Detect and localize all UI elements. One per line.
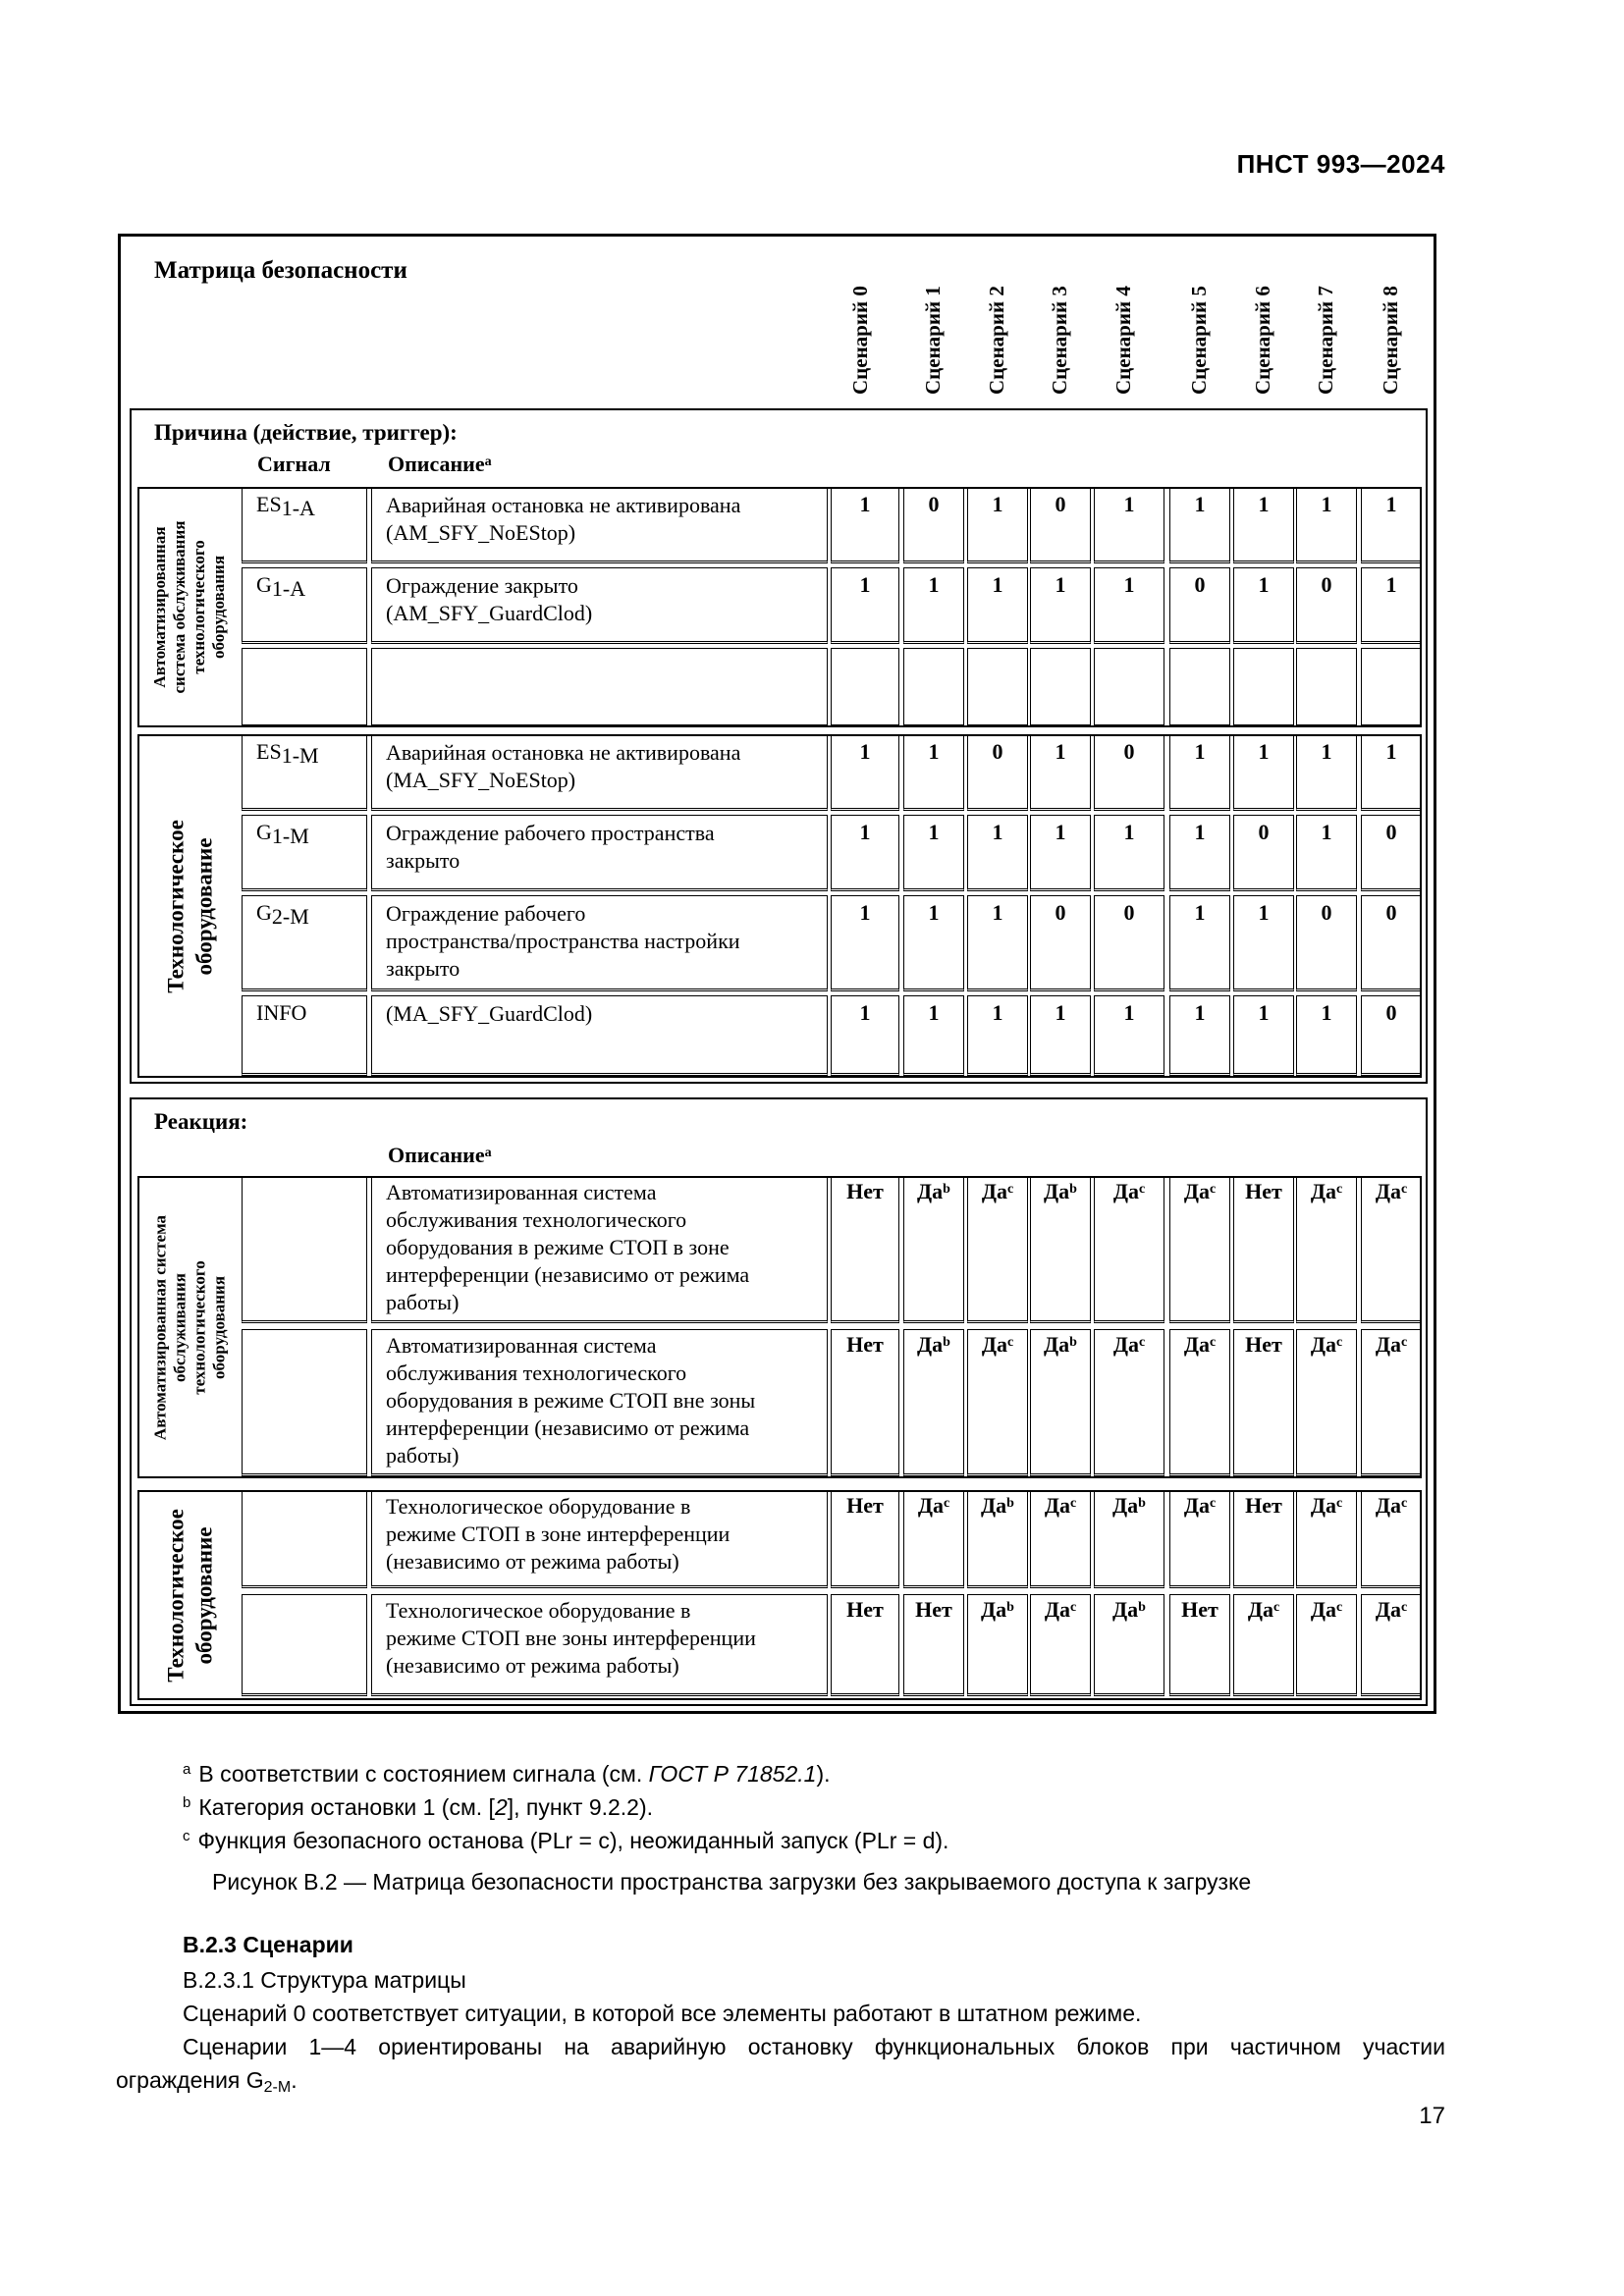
matrix-value-cell: 1 bbox=[1030, 734, 1091, 811]
group-label-line: обслуживания bbox=[169, 1272, 189, 1382]
reaction-value: Да bbox=[1112, 1179, 1139, 1203]
description-line: (MA_SFY_NoEStop) bbox=[386, 768, 576, 792]
reaction-value-cell bbox=[1296, 1176, 1357, 1323]
group-label-line: оборудование bbox=[190, 1526, 216, 1664]
reaction-value: Да bbox=[1183, 1493, 1210, 1518]
matrix-value-cell: 1 bbox=[831, 487, 899, 563]
scenario-header: Сценарий 2 bbox=[985, 286, 1008, 395]
reaction-value-cell bbox=[1361, 1329, 1422, 1476]
matrix-value-cell: 1 bbox=[903, 567, 964, 644]
signal-name: ES bbox=[256, 739, 282, 764]
reaction-value-cell bbox=[1169, 1329, 1230, 1476]
reaction-value-cell bbox=[1169, 1490, 1230, 1588]
matrix-value-cell: 1 bbox=[1169, 487, 1230, 563]
cause-group-label bbox=[137, 734, 241, 1078]
reaction-value-cell bbox=[1361, 1594, 1422, 1696]
paragraph-scenario-0: Сценарий 0 соответствует ситуации, в которой все элементы работают в штатном режиме. bbox=[183, 2001, 1142, 2026]
signal-column-header: Сигнал bbox=[257, 452, 331, 476]
matrix-value-cell: 1 bbox=[831, 895, 899, 991]
matrix-value-cell bbox=[1169, 648, 1230, 727]
description-cell bbox=[371, 895, 828, 991]
group-label-line: оборудование bbox=[190, 837, 216, 975]
matrix-value-cell: 1 bbox=[831, 815, 899, 891]
matrix-value-cell: 1 bbox=[1094, 995, 1164, 1076]
reaction-value-cell bbox=[1296, 1594, 1357, 1696]
matrix-value-cell: 1 bbox=[1094, 487, 1164, 563]
reaction-value: Да bbox=[917, 1493, 944, 1518]
footnote-marker: c bbox=[1335, 1496, 1343, 1511]
footnote-marker: b bbox=[1006, 1600, 1014, 1615]
reaction-value: Да bbox=[1044, 1332, 1070, 1357]
reaction-description-cell bbox=[371, 1490, 828, 1588]
reaction-value-cell bbox=[1094, 1594, 1164, 1696]
matrix-value-cell: 1 bbox=[1233, 567, 1294, 644]
reaction-value: Да bbox=[1183, 1179, 1210, 1203]
description-line: интерференции (независимо от режима bbox=[386, 1262, 750, 1287]
description-line: работы) bbox=[386, 1443, 460, 1468]
reaction-value-cell bbox=[1094, 1176, 1164, 1323]
matrix-value-cell: 1 bbox=[1169, 895, 1230, 991]
footnote-text: Категория остановки 1 (см. [ bbox=[198, 1794, 495, 1820]
paragraph-scenarios-1-4-line2: ограждения $G_{2-M}$. bbox=[116, 2067, 298, 2096]
signal-subscript: 2-M bbox=[271, 904, 309, 930]
description-line: закрыто bbox=[386, 848, 460, 873]
reaction-value-cell bbox=[1169, 1176, 1230, 1323]
matrix-value-cell: 1 bbox=[1296, 734, 1357, 811]
footnote-marker: c bbox=[1335, 1600, 1343, 1615]
group-label-line: оборудования bbox=[208, 1275, 228, 1379]
footnote-marker: c bbox=[1209, 1335, 1217, 1350]
reaction-value: Да bbox=[1112, 1597, 1139, 1622]
document-code: ПНСТ 993—2024 bbox=[1236, 149, 1445, 179]
description-line: Ограждение рабочего пространства bbox=[386, 821, 715, 845]
matrix-value-cell: 1 bbox=[1094, 567, 1164, 644]
footnote-marker: c bbox=[1209, 1496, 1217, 1511]
group-label-line: технологического bbox=[189, 1259, 208, 1395]
group-label-line: оборудования bbox=[208, 555, 228, 660]
reaction-value: Нет bbox=[846, 1332, 884, 1357]
reaction-value: Нет bbox=[915, 1597, 952, 1622]
matrix-value-cell bbox=[1296, 648, 1357, 727]
description-column-header: Описание$^a$ bbox=[388, 452, 492, 476]
matrix-value-cell: 1 bbox=[1233, 895, 1294, 991]
matrix-value-cell: 1 bbox=[967, 567, 1028, 644]
reaction-value: Да bbox=[1044, 1179, 1070, 1203]
reaction-value: Да bbox=[917, 1179, 944, 1203]
reaction-description-cell bbox=[371, 1176, 828, 1323]
description-cell bbox=[371, 995, 828, 1076]
matrix-value-cell: 0 bbox=[1233, 815, 1294, 891]
group-label-line: Технологическое bbox=[162, 1508, 188, 1682]
reaction-value-cell bbox=[903, 1594, 964, 1696]
matrix-value-cell: 1 bbox=[903, 895, 964, 991]
scenario-header: Сценарий 1 bbox=[921, 286, 945, 395]
reaction-value: Нет bbox=[846, 1493, 884, 1518]
matrix-value-cell bbox=[1030, 648, 1091, 727]
section-heading: В.2.3 Сценарии bbox=[183, 1932, 353, 1957]
reaction-value-cell bbox=[1361, 1176, 1422, 1323]
matrix-value-cell: 0 bbox=[1030, 487, 1091, 563]
description-line: режиме СТОП в зоне интерференции bbox=[386, 1522, 731, 1546]
signal-name: ES bbox=[256, 492, 282, 516]
page-number: 17 bbox=[1419, 2103, 1445, 2129]
matrix-value-cell: 0 bbox=[903, 487, 964, 563]
matrix-value-cell bbox=[903, 648, 964, 727]
footnote-marker: b bbox=[1138, 1496, 1146, 1511]
scenario-header: Сценарий 3 bbox=[1048, 286, 1071, 395]
group-label-line: Технологическое bbox=[162, 819, 188, 993]
reaction-value: Да bbox=[1375, 1179, 1401, 1203]
matrix-value-cell: 0 bbox=[1361, 995, 1422, 1076]
matrix-value-cell bbox=[1361, 648, 1422, 727]
signal-cell bbox=[242, 895, 367, 991]
description-cell bbox=[371, 815, 828, 891]
reaction-group-label bbox=[137, 1176, 241, 1478]
matrix-value-cell: 0 bbox=[1361, 895, 1422, 991]
reaction-value: Да bbox=[1375, 1493, 1401, 1518]
footnote-marker: b bbox=[1138, 1600, 1146, 1615]
matrix-value-cell: 1 bbox=[967, 487, 1028, 563]
reaction-value-cell bbox=[903, 1176, 964, 1323]
signal-subscript: 1-A bbox=[271, 576, 306, 602]
reaction-value-cell bbox=[1233, 1329, 1294, 1476]
group-label-line: технологического bbox=[189, 540, 208, 674]
matrix-value-cell: 1 bbox=[831, 995, 899, 1076]
reaction-value-cell bbox=[1030, 1176, 1091, 1323]
reaction-value-cell bbox=[903, 1329, 964, 1476]
reaction-value-cell bbox=[1361, 1490, 1422, 1588]
reaction-value-cell bbox=[831, 1329, 899, 1476]
matrix-value-cell: 1 bbox=[1169, 734, 1230, 811]
matrix-value-cell: 0 bbox=[1169, 567, 1230, 644]
reaction-value: Да bbox=[981, 1179, 1007, 1203]
footnote-marker: c bbox=[1400, 1335, 1408, 1350]
signal-name: G bbox=[256, 900, 272, 925]
footnote-marker: c bbox=[1006, 1182, 1014, 1197]
signal-name: G bbox=[256, 572, 272, 597]
reaction-value: Да bbox=[1375, 1332, 1401, 1357]
matrix-value-cell: 1 bbox=[1296, 815, 1357, 891]
signal-cell bbox=[242, 815, 367, 891]
matrix-value-cell: 1 bbox=[967, 895, 1028, 991]
footnote-marker: c bbox=[943, 1496, 950, 1511]
footnote-text-end: ). bbox=[816, 1761, 831, 1787]
reaction-value: Да bbox=[917, 1332, 944, 1357]
description-line: интерференции (независимо от режима bbox=[386, 1415, 750, 1440]
matrix-title: Матрица безопасности bbox=[154, 257, 407, 284]
matrix-value-cell bbox=[831, 648, 899, 727]
description-line: закрыто bbox=[386, 956, 460, 981]
matrix-value-cell: 1 bbox=[903, 815, 964, 891]
group-label-line: система обслуживания bbox=[169, 520, 189, 694]
footnote-text: Функция безопасного останова (PLr = c), неожиданный запуск (PLr = d). bbox=[197, 1828, 949, 1853]
footnote-marker: c bbox=[1335, 1182, 1343, 1197]
matrix-value-cell: 0 bbox=[1361, 815, 1422, 891]
matrix-value-cell: 1 bbox=[1094, 815, 1164, 891]
reaction-value: Да bbox=[1112, 1493, 1139, 1518]
footnote-marker: c bbox=[1069, 1600, 1077, 1615]
reaction-value-cell bbox=[1169, 1594, 1230, 1696]
matrix-value-cell: 1 bbox=[1030, 567, 1091, 644]
description-line: Автоматизированная система bbox=[386, 1333, 657, 1358]
matrix-value-cell bbox=[1094, 648, 1164, 727]
scenario-header: Сценарий 7 bbox=[1314, 286, 1337, 395]
footnote-marker: c bbox=[1400, 1496, 1408, 1511]
matrix-value-cell: 1 bbox=[1030, 995, 1091, 1076]
subsection-heading: В.2.3.1 Структура матрицы bbox=[183, 1967, 466, 1993]
footnote-marker: c bbox=[1272, 1600, 1280, 1615]
footnote-mark: a bbox=[183, 1761, 191, 1778]
description-cell bbox=[371, 648, 828, 727]
matrix-value-cell: 1 bbox=[903, 734, 964, 811]
matrix-value-cell: 0 bbox=[1094, 734, 1164, 811]
reaction-value-cell bbox=[1296, 1490, 1357, 1588]
description-cell bbox=[371, 487, 828, 563]
reaction-group-label bbox=[137, 1490, 241, 1700]
reaction-value: Да bbox=[981, 1332, 1007, 1357]
scenario-header: Сценарий 4 bbox=[1111, 286, 1135, 395]
reaction-value-cell bbox=[1233, 1490, 1294, 1588]
matrix-value-cell: 0 bbox=[1296, 567, 1357, 644]
figure-caption: Рисунок В.2 — Матрица безопасности пространства загрузки без закрываемого доступа к загрузке bbox=[212, 1869, 1252, 1895]
footnote-marker: b bbox=[943, 1182, 950, 1197]
reaction-value-cell bbox=[831, 1490, 899, 1588]
description-line: Технологическое оборудование в bbox=[386, 1494, 691, 1519]
description-line: Ограждение рабочего bbox=[386, 901, 586, 926]
signal-subscript: 1-M bbox=[281, 743, 319, 769]
reaction-title: Реакция: bbox=[154, 1109, 248, 1134]
empty-signal-cell bbox=[242, 1176, 367, 1323]
signal-subscript: 1-M bbox=[271, 824, 309, 849]
matrix-value-cell: 1 bbox=[1233, 995, 1294, 1076]
signal-cell bbox=[242, 734, 367, 811]
signal-subscript: 1-A bbox=[281, 496, 315, 521]
signal-name: G bbox=[256, 820, 272, 844]
footnote-mark: b bbox=[183, 1794, 191, 1811]
empty-signal-cell bbox=[242, 1329, 367, 1476]
description-line: обслуживания технологического bbox=[386, 1207, 687, 1232]
description-line: (MA_SFY_GuardClod) bbox=[386, 1001, 593, 1026]
matrix-value-cell: 0 bbox=[1030, 895, 1091, 991]
reaction-value: Да bbox=[1310, 1493, 1336, 1518]
reaction-value: Нет bbox=[1181, 1597, 1218, 1622]
scenario-header: Сценарий 5 bbox=[1187, 286, 1211, 395]
reaction-value: Да bbox=[981, 1493, 1007, 1518]
reaction-value-cell bbox=[1233, 1594, 1294, 1696]
footnote-text-end: ], пункт 9.2.2). bbox=[507, 1794, 654, 1820]
cause-group-label bbox=[137, 487, 241, 727]
reaction-value: Нет bbox=[846, 1597, 884, 1622]
matrix-value-cell: 0 bbox=[1296, 895, 1357, 991]
description-line: оборудования в режиме СТОП вне зоны bbox=[386, 1388, 756, 1413]
footnote-marker: c bbox=[1335, 1335, 1343, 1350]
reaction-value-cell bbox=[1030, 1329, 1091, 1476]
description-line: оборудования в режиме СТОП в зоне bbox=[386, 1235, 730, 1259]
reaction-value: Да bbox=[1044, 1493, 1070, 1518]
reaction-value-cell bbox=[1296, 1329, 1357, 1476]
reaction-value-cell bbox=[831, 1176, 899, 1323]
matrix-value-cell: 1 bbox=[1169, 995, 1230, 1076]
footnote-marker: c bbox=[1209, 1182, 1217, 1197]
reaction-value-cell bbox=[967, 1176, 1028, 1323]
footnote-text: В соответствии с состоянием сигнала (см. bbox=[198, 1761, 649, 1787]
footnote-marker: b bbox=[1006, 1496, 1014, 1511]
footnote-marker: c bbox=[1138, 1335, 1146, 1350]
description-line: пространства/пространства настройки bbox=[386, 929, 740, 953]
reaction-value-cell bbox=[1030, 1594, 1091, 1696]
group-label-line: Автоматизированная bbox=[149, 526, 169, 688]
empty-signal-cell bbox=[242, 1490, 367, 1588]
matrix-value-cell: 1 bbox=[1361, 487, 1422, 563]
description-line: (независимо от режима работы) bbox=[386, 1653, 679, 1678]
reaction-value: Да bbox=[1310, 1332, 1336, 1357]
reaction-value: Да bbox=[981, 1597, 1007, 1622]
reaction-value: Да bbox=[1183, 1332, 1210, 1357]
signal-name: INFO bbox=[256, 1000, 307, 1025]
footnote-reference: ГОСТ Р 71852.1 bbox=[648, 1761, 817, 1787]
reaction-value-cell bbox=[831, 1594, 899, 1696]
reaction-value-cell bbox=[1030, 1490, 1091, 1588]
reaction-value: Нет bbox=[1245, 1332, 1282, 1357]
reaction-value: Да bbox=[1310, 1179, 1336, 1203]
footnote-marker: b bbox=[1069, 1335, 1077, 1350]
matrix-value-cell: 1 bbox=[1361, 567, 1422, 644]
signal-cell bbox=[242, 648, 367, 727]
reaction-value: Да bbox=[1112, 1332, 1139, 1357]
footnote-reference: 2 bbox=[494, 1794, 508, 1820]
matrix-value-cell: 1 bbox=[1296, 995, 1357, 1076]
cause-title: Причина (действие, триггер): bbox=[154, 420, 458, 445]
matrix-value-cell: 0 bbox=[967, 734, 1028, 811]
scenario-header: Сценарий 8 bbox=[1379, 286, 1402, 395]
matrix-value-cell: 1 bbox=[831, 734, 899, 811]
reaction-value: Да bbox=[1044, 1597, 1070, 1622]
reaction-description-header: Описание$^a$ bbox=[388, 1143, 492, 1167]
reaction-value: Да bbox=[1375, 1597, 1401, 1622]
footnote bbox=[183, 1761, 831, 1788]
footnote-mark: c bbox=[183, 1828, 190, 1844]
description-line: (AM_SFY_NoEStop) bbox=[386, 520, 576, 545]
reaction-value-cell bbox=[1094, 1329, 1164, 1476]
description-line: (независимо от режима работы) bbox=[386, 1549, 679, 1574]
matrix-value-cell: 1 bbox=[967, 995, 1028, 1076]
description-line: (AM_SFY_GuardClod) bbox=[386, 601, 593, 625]
matrix-value-cell: 1 bbox=[967, 815, 1028, 891]
reaction-value: Нет bbox=[846, 1179, 884, 1203]
description-line: Ограждение закрыто bbox=[386, 573, 578, 598]
signal-cell bbox=[242, 487, 367, 563]
reaction-description-cell bbox=[371, 1594, 828, 1696]
footnote bbox=[183, 1828, 948, 1854]
description-line: Технологическое оборудование в bbox=[386, 1598, 691, 1623]
signal-cell bbox=[242, 567, 367, 644]
matrix-value-cell: 1 bbox=[1361, 734, 1422, 811]
matrix-value-cell: 0 bbox=[1094, 895, 1164, 991]
matrix-value-cell: 1 bbox=[831, 567, 899, 644]
footnote-marker: b bbox=[943, 1335, 950, 1350]
reaction-value: Нет bbox=[1245, 1493, 1282, 1518]
footnote-marker: c bbox=[1069, 1496, 1077, 1511]
signal-cell bbox=[242, 995, 367, 1076]
matrix-value-cell: 1 bbox=[903, 995, 964, 1076]
matrix-value-cell: 1 bbox=[1169, 815, 1230, 891]
group-label-line: Автоматизированная система bbox=[149, 1214, 169, 1440]
reaction-value: Нет bbox=[1245, 1179, 1282, 1203]
matrix-value-cell bbox=[967, 648, 1028, 727]
reaction-description-cell bbox=[371, 1329, 828, 1476]
reaction-value-cell bbox=[967, 1329, 1028, 1476]
description-line: работы) bbox=[386, 1290, 460, 1314]
scenario-header: Сценарий 6 bbox=[1251, 286, 1274, 395]
reaction-value-cell bbox=[1233, 1176, 1294, 1323]
matrix-value-cell bbox=[1233, 648, 1294, 727]
matrix-value-cell: 1 bbox=[1296, 487, 1357, 563]
description-line: обслуживания технологического bbox=[386, 1361, 687, 1385]
footnote-marker: c bbox=[1138, 1182, 1146, 1197]
matrix-value-cell: 1 bbox=[1233, 487, 1294, 563]
reaction-value-cell bbox=[967, 1490, 1028, 1588]
description-line: Аварийная остановка не активирована bbox=[386, 493, 741, 517]
matrix-value-cell: 1 bbox=[1030, 815, 1091, 891]
footnote-marker: c bbox=[1400, 1600, 1408, 1615]
footnote-marker: b bbox=[1069, 1182, 1077, 1197]
description-line: Автоматизированная система bbox=[386, 1180, 657, 1204]
reaction-value: Да bbox=[1310, 1597, 1336, 1622]
reaction-value-cell bbox=[903, 1490, 964, 1588]
reaction-value-cell bbox=[1094, 1490, 1164, 1588]
footnote-marker: c bbox=[1006, 1335, 1014, 1350]
scenario-header: Сценарий 0 bbox=[848, 286, 872, 395]
description-line: режиме СТОП вне зоны интерференции bbox=[386, 1626, 756, 1650]
description-cell bbox=[371, 567, 828, 644]
description-line: Аварийная остановка не активирована bbox=[386, 740, 741, 765]
reaction-value-cell bbox=[967, 1594, 1028, 1696]
reaction-value: Да bbox=[1247, 1597, 1273, 1622]
matrix-value-cell: 1 bbox=[1233, 734, 1294, 811]
description-cell bbox=[371, 734, 828, 811]
paragraph-scenarios-1-4-line1: Сценарии 1—4 ориентированы на аварийную остановку функциональных блоков при частичном участии bbox=[183, 2034, 1445, 2059]
empty-signal-cell bbox=[242, 1594, 367, 1696]
footnote bbox=[183, 1794, 653, 1821]
footnote-marker: c bbox=[1400, 1182, 1408, 1197]
